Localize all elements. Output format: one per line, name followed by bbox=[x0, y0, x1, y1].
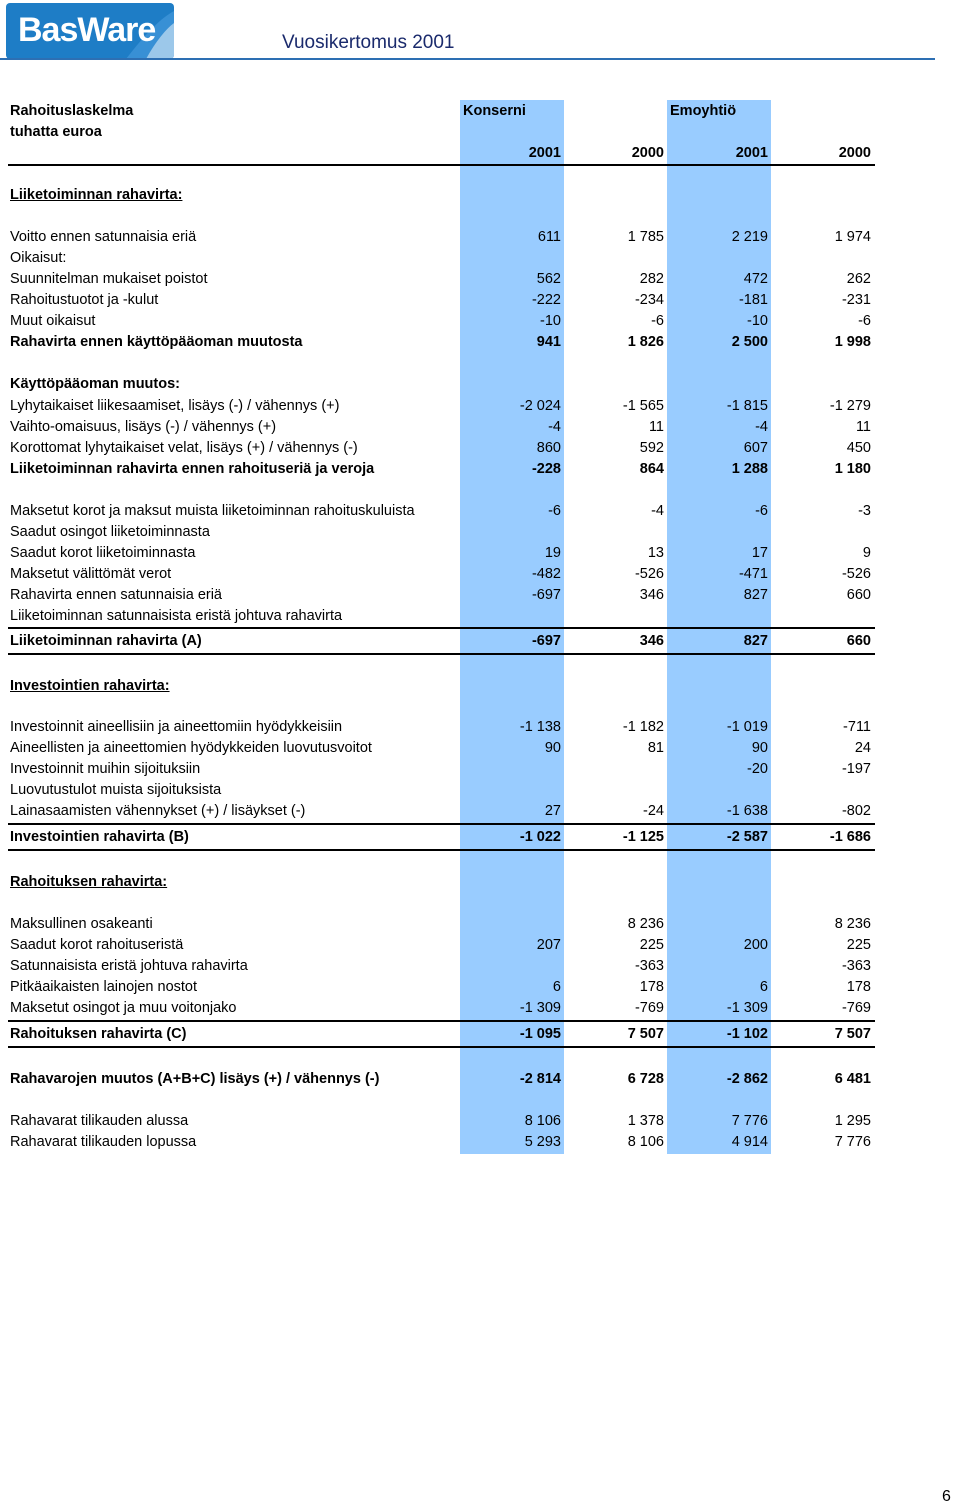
group-header-emoyhtio: Emoyhtiö bbox=[670, 103, 737, 119]
row-label: Korottomat lyhytaikaiset velat, lisäys (+) / vähennys (-) bbox=[10, 440, 358, 456]
table-row bbox=[0, 738, 880, 759]
row-value: 7 507 bbox=[834, 1026, 871, 1042]
row-label: Rahoitustuotot ja -kulut bbox=[10, 292, 159, 308]
row-value: -1 815 bbox=[726, 398, 768, 414]
row-value: -1 279 bbox=[829, 398, 871, 414]
row-label: Saadut osingot liiketoiminnasta bbox=[10, 524, 210, 540]
table-row bbox=[0, 1111, 880, 1132]
row-value: 2 500 bbox=[731, 334, 768, 350]
table-row bbox=[0, 269, 880, 290]
row-value: -1 309 bbox=[519, 1000, 561, 1016]
row-value: 1 998 bbox=[834, 334, 871, 350]
row-value: 1 785 bbox=[627, 229, 664, 245]
row-value: -1 022 bbox=[519, 829, 561, 845]
row-label: Satunnaisista eristä johtuva rahavirta bbox=[10, 958, 248, 974]
row-value: -10 bbox=[540, 313, 561, 329]
row-label: Rahavarat tilikauden alussa bbox=[10, 1113, 189, 1129]
table-title-row bbox=[0, 101, 880, 122]
row-label: Saadut korot liiketoiminnasta bbox=[10, 545, 196, 561]
table-row bbox=[0, 543, 880, 564]
row-value: 1 826 bbox=[627, 334, 664, 350]
row-label: Lyhytaikaiset liikesaamiset, lisäys (-) / vähennys (+) bbox=[10, 398, 340, 414]
table-row bbox=[0, 438, 880, 459]
year-header: 2000 bbox=[631, 145, 664, 161]
table-row bbox=[0, 1024, 880, 1045]
row-label: Oikaisut: bbox=[10, 250, 67, 266]
row-value: 7 507 bbox=[627, 1026, 664, 1042]
table-row bbox=[0, 501, 880, 522]
row-value: -10 bbox=[747, 313, 768, 329]
row-value: -2 814 bbox=[519, 1071, 561, 1087]
row-label: Saadut korot rahoituseristä bbox=[10, 937, 184, 953]
table-row bbox=[0, 872, 880, 893]
row-value: -24 bbox=[643, 803, 664, 819]
row-value: -711 bbox=[843, 719, 871, 735]
row-value: 346 bbox=[639, 587, 664, 603]
row-value: -471 bbox=[738, 566, 768, 582]
row-label: Investoinnit muihin sijoituksiin bbox=[10, 761, 201, 777]
row-value: 262 bbox=[846, 271, 871, 287]
row-value: 1 378 bbox=[627, 1113, 664, 1129]
row-value: 592 bbox=[639, 440, 664, 456]
row-value: -769 bbox=[841, 1000, 871, 1016]
row-value: -2 024 bbox=[519, 398, 561, 414]
row-value: 9 bbox=[862, 545, 871, 561]
table-row bbox=[0, 935, 880, 956]
row-value: 827 bbox=[743, 633, 768, 649]
row-label: Pitkäaikaisten lainojen nostot bbox=[10, 979, 198, 995]
page-number: 6 bbox=[942, 1488, 951, 1505]
header-divider bbox=[0, 58, 935, 60]
row-label: Rahoituksen rahavirta: bbox=[10, 874, 168, 890]
row-value: 81 bbox=[647, 740, 664, 756]
row-label: Maksullinen osakeanti bbox=[10, 916, 153, 932]
row-value: -363 bbox=[841, 958, 871, 974]
row-value: -6 bbox=[858, 313, 871, 329]
row-value: -526 bbox=[634, 566, 664, 582]
row-value: 11 bbox=[855, 419, 871, 435]
row-label: Aineellisten ja aineettomien hyödykkeiden luovutusvoitot bbox=[10, 740, 372, 756]
document-title: Vuosikertomus 2001 bbox=[282, 32, 455, 53]
row-value: 178 bbox=[846, 979, 871, 995]
row-value: -1 019 bbox=[726, 719, 768, 735]
table-row bbox=[0, 801, 880, 822]
row-value: -231 bbox=[841, 292, 871, 308]
subtotal-rule-below bbox=[8, 653, 875, 655]
row-value: 2 219 bbox=[731, 229, 768, 245]
row-label: Voitto ennen satunnaisia eriä bbox=[10, 229, 197, 245]
page-header bbox=[0, 0, 960, 62]
row-value: -2 862 bbox=[726, 1071, 768, 1087]
row-label: Muut oikaisut bbox=[10, 313, 96, 329]
table-row bbox=[0, 396, 880, 417]
subtotal-rule-above bbox=[8, 1020, 875, 1022]
row-label: Liiketoiminnan rahavirta ennen rahoituseriä ja veroja bbox=[10, 461, 375, 477]
row-value: -4 bbox=[651, 503, 664, 519]
row-value: -769 bbox=[634, 1000, 664, 1016]
subtotal-rule-below bbox=[8, 1046, 875, 1048]
row-value: 864 bbox=[639, 461, 664, 477]
row-value: 282 bbox=[639, 271, 664, 287]
row-label: Rahavarat tilikauden lopussa bbox=[10, 1134, 197, 1150]
row-value: 24 bbox=[854, 740, 871, 756]
group-header-konserni: Konserni bbox=[463, 103, 526, 119]
row-label: Lainasaamisten vähennykset (+) / lisäykset (-) bbox=[10, 803, 306, 819]
row-value: 5 293 bbox=[524, 1134, 561, 1150]
row-value: 607 bbox=[743, 440, 768, 456]
table-row bbox=[0, 780, 880, 801]
row-label: Rahavarojen muutos (A+B+C) lisäys (+) / vähennys (-) bbox=[10, 1071, 380, 1087]
year-header: 2001 bbox=[528, 145, 561, 161]
row-value: -1 565 bbox=[622, 398, 664, 414]
row-value: 200 bbox=[743, 937, 768, 953]
row-value: 1 180 bbox=[834, 461, 871, 477]
row-value: 7 776 bbox=[834, 1134, 871, 1150]
row-label: Investointien rahavirta: bbox=[10, 678, 170, 694]
row-value: 6 bbox=[552, 979, 561, 995]
row-value: -363 bbox=[634, 958, 664, 974]
row-value: 19 bbox=[544, 545, 561, 561]
row-value: 1 295 bbox=[834, 1113, 871, 1129]
row-value: -6 bbox=[755, 503, 768, 519]
row-value: -697 bbox=[531, 633, 561, 649]
row-value: -1 095 bbox=[519, 1026, 561, 1042]
table-unit: tuhatta euroa bbox=[10, 124, 102, 140]
table-row bbox=[0, 374, 880, 395]
row-value: 562 bbox=[536, 271, 561, 287]
row-value: 90 bbox=[751, 740, 768, 756]
table-row bbox=[0, 227, 880, 248]
table-row bbox=[0, 332, 880, 353]
row-value: 1 288 bbox=[731, 461, 768, 477]
row-value: -1 182 bbox=[622, 719, 664, 735]
table-row bbox=[0, 564, 880, 585]
table-title: Rahoituslaskelma bbox=[10, 103, 134, 119]
table-row bbox=[0, 827, 880, 848]
row-value: -1 686 bbox=[829, 829, 871, 845]
table-row bbox=[0, 606, 880, 627]
row-value: -197 bbox=[841, 761, 871, 777]
row-value: -4 bbox=[548, 419, 561, 435]
row-label: Rahoituksen rahavirta (C) bbox=[10, 1026, 187, 1042]
row-value: -6 bbox=[548, 503, 561, 519]
header-underline bbox=[8, 164, 875, 166]
year-header-row bbox=[0, 143, 880, 164]
table-row bbox=[0, 585, 880, 606]
row-value: 17 bbox=[751, 545, 768, 561]
row-value: -3 bbox=[858, 503, 871, 519]
table-row bbox=[0, 290, 880, 311]
row-value: -222 bbox=[531, 292, 561, 308]
row-label: Rahavirta ennen käyttöpääoman muutosta bbox=[10, 334, 303, 350]
row-label: Vaihto-omaisuus, lisäys (-) / vähennys (+) bbox=[10, 419, 277, 435]
table-row bbox=[0, 248, 880, 269]
table-row bbox=[0, 1069, 880, 1090]
row-value: -20 bbox=[747, 761, 768, 777]
row-label: Liiketoiminnan rahavirta: bbox=[10, 187, 183, 203]
row-value: 225 bbox=[846, 937, 871, 953]
row-label: Luovutustulot muista sijoituksista bbox=[10, 782, 222, 798]
table-subtitle-row bbox=[0, 122, 880, 143]
table-row bbox=[0, 311, 880, 332]
table-row bbox=[0, 759, 880, 780]
row-value: 8 106 bbox=[627, 1134, 664, 1150]
basware-logo bbox=[6, 3, 174, 59]
row-label: Maksetut osingot ja muu voitonjako bbox=[10, 1000, 237, 1016]
table-row bbox=[0, 914, 880, 935]
row-value: 207 bbox=[536, 937, 561, 953]
row-value: 27 bbox=[544, 803, 561, 819]
row-value: 827 bbox=[743, 587, 768, 603]
row-value: 660 bbox=[846, 633, 871, 649]
row-value: 660 bbox=[846, 587, 871, 603]
row-value: -6 bbox=[651, 313, 664, 329]
row-value: -802 bbox=[841, 803, 871, 819]
subtotal-rule-below bbox=[8, 849, 875, 851]
row-value: 8 236 bbox=[834, 916, 871, 932]
row-value: 6 481 bbox=[834, 1071, 871, 1087]
row-value: -1 638 bbox=[726, 803, 768, 819]
row-value: -1 138 bbox=[519, 719, 561, 735]
row-label: Rahavirta ennen satunnaisia eriä bbox=[10, 587, 222, 603]
row-value: -1 125 bbox=[622, 829, 664, 845]
row-value: 8 236 bbox=[627, 916, 664, 932]
row-value: 90 bbox=[544, 740, 561, 756]
row-value: 7 776 bbox=[731, 1113, 768, 1129]
table-row bbox=[0, 417, 880, 438]
row-value: 13 bbox=[647, 545, 664, 561]
year-header: 2000 bbox=[838, 145, 871, 161]
row-value: -526 bbox=[841, 566, 871, 582]
table-row bbox=[0, 998, 880, 1019]
subtotal-rule-above bbox=[8, 627, 875, 629]
row-value: 8 106 bbox=[524, 1113, 561, 1129]
row-value: -228 bbox=[531, 461, 561, 477]
subtotal-rule-above bbox=[8, 823, 875, 825]
row-value: 611 bbox=[537, 229, 561, 245]
row-value: 4 914 bbox=[731, 1134, 768, 1150]
row-value: -482 bbox=[531, 566, 561, 582]
row-value: -1 102 bbox=[726, 1026, 768, 1042]
table-row bbox=[0, 631, 880, 652]
row-value: -1 309 bbox=[726, 1000, 768, 1016]
row-label: Käyttöpääoman muutos: bbox=[10, 376, 180, 392]
row-value: 941 bbox=[536, 334, 561, 350]
row-value: 1 974 bbox=[834, 229, 871, 245]
row-value: 450 bbox=[846, 440, 871, 456]
table-row bbox=[0, 977, 880, 998]
table-row bbox=[0, 956, 880, 977]
row-value: 472 bbox=[743, 271, 768, 287]
year-header: 2001 bbox=[735, 145, 768, 161]
row-value: 178 bbox=[639, 979, 664, 995]
logo-text: BasWare bbox=[18, 11, 156, 49]
row-label: Liiketoiminnan satunnaisista eristä johtuva rahavirta bbox=[10, 608, 343, 624]
table-row bbox=[0, 1132, 880, 1153]
table-row bbox=[0, 522, 880, 543]
row-value: -2 587 bbox=[726, 829, 768, 845]
row-label: Maksetut korot ja maksut muista liiketoiminnan rahoituskuluista bbox=[10, 503, 415, 519]
table-row bbox=[0, 459, 880, 480]
row-value: -181 bbox=[738, 292, 768, 308]
row-value: 225 bbox=[639, 937, 664, 953]
row-value: -697 bbox=[531, 587, 561, 603]
row-label: Investointien rahavirta (B) bbox=[10, 829, 189, 845]
row-label: Suunnitelman mukaiset poistot bbox=[10, 271, 208, 287]
row-value: 346 bbox=[639, 633, 664, 649]
row-value: 6 bbox=[759, 979, 768, 995]
row-value: -234 bbox=[634, 292, 664, 308]
row-label: Liiketoiminnan rahavirta (A) bbox=[10, 633, 202, 649]
table-row bbox=[0, 676, 880, 697]
table-row bbox=[0, 185, 880, 206]
row-value: 860 bbox=[536, 440, 561, 456]
table-row bbox=[0, 717, 880, 738]
row-value: -4 bbox=[755, 419, 768, 435]
row-label: Maksetut välittömät verot bbox=[10, 566, 172, 582]
row-value: 6 728 bbox=[627, 1071, 664, 1087]
row-label: Investoinnit aineellisiin ja aineettomiin hyödykkeisiin bbox=[10, 719, 343, 735]
row-value: 11 bbox=[648, 419, 664, 435]
